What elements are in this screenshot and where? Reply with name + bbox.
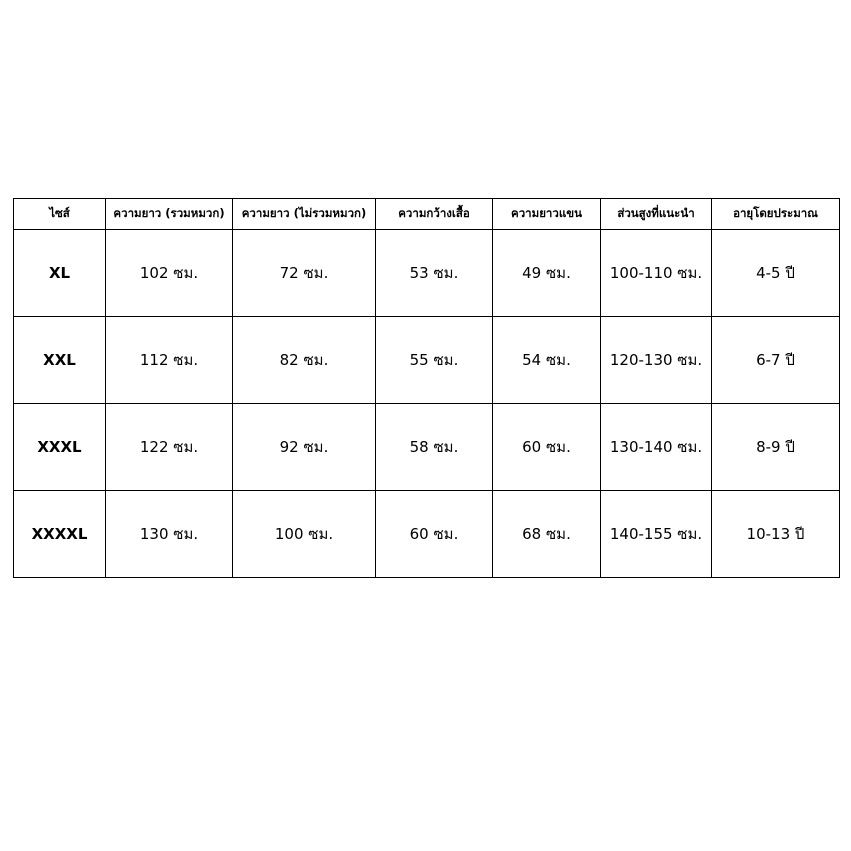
sleeve-length-cell: 68 ซม. [493,491,601,578]
header-recommended-height: ส่วนสูงที่แนะนำ [601,199,712,230]
shirt-width-cell: 58 ซม. [376,404,493,491]
length-with-hood-cell: 130 ซม. [106,491,233,578]
length-without-hood-cell: 72 ซม. [233,230,376,317]
approx-age-cell: 8-9 ปี [712,404,840,491]
length-without-hood-cell: 82 ซม. [233,317,376,404]
sleeve-length-cell: 54 ซม. [493,317,601,404]
header-size: ไซส์ [14,199,106,230]
header-length-without-hood: ความยาว (ไม่รวมหมวก) [233,199,376,230]
shirt-width-cell: 55 ซม. [376,317,493,404]
shirt-width-cell: 53 ซม. [376,230,493,317]
header-shirt-width: ความกว้างเสื้อ [376,199,493,230]
header-length-with-hood: ความยาว (รวมหมวก) [106,199,233,230]
shirt-width-cell: 60 ซม. [376,491,493,578]
size-cell: XXXL [14,404,106,491]
size-cell: XL [14,230,106,317]
sleeve-length-cell: 60 ซม. [493,404,601,491]
length-with-hood-cell: 102 ซม. [106,230,233,317]
recommended-height-cell: 130-140 ซม. [601,404,712,491]
sleeve-length-cell: 49 ซม. [493,230,601,317]
table-row [14,404,840,491]
header-sleeve-length: ความยาวแขน [493,199,601,230]
length-with-hood-cell: 112 ซม. [106,317,233,404]
length-without-hood-cell: 100 ซม. [233,491,376,578]
recommended-height-cell: 100-110 ซม. [601,230,712,317]
size-cell: XXL [14,317,106,404]
length-without-hood-cell: 92 ซม. [233,404,376,491]
approx-age-cell: 10-13 ปี [712,491,840,578]
table-header-row [14,199,840,230]
table-row [14,317,840,404]
approx-age-cell: 6-7 ปี [712,317,840,404]
length-with-hood-cell: 122 ซม. [106,404,233,491]
header-approx-age: อายุโดยประมาณ [712,199,840,230]
table-row [14,230,840,317]
size-chart-table [13,198,840,578]
recommended-height-cell: 120-130 ซม. [601,317,712,404]
size-cell: XXXXL [14,491,106,578]
approx-age-cell: 4-5 ปี [712,230,840,317]
table-row [14,491,840,578]
recommended-height-cell: 140-155 ซม. [601,491,712,578]
